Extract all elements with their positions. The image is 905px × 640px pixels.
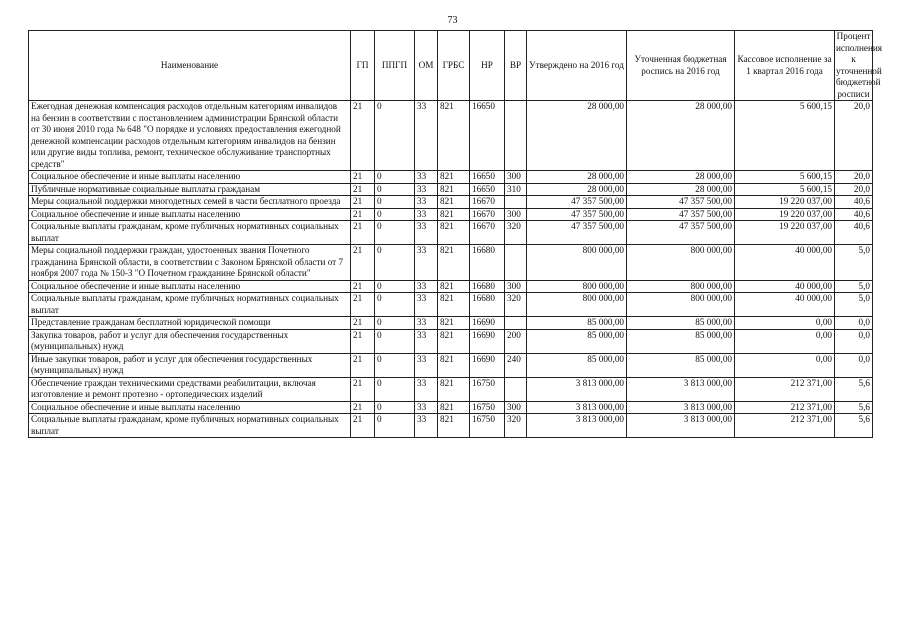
cell-refined: 800 000,00	[627, 245, 735, 281]
cell-om: 33	[415, 101, 438, 171]
cell-gp: 21	[351, 221, 375, 245]
cell-cash: 5 600,15	[735, 171, 835, 184]
cell-nr: 16670	[470, 196, 505, 209]
cell-ppgp: 0	[375, 329, 415, 353]
cell-grbs: 821	[438, 101, 470, 171]
cell-cash: 212 371,00	[735, 414, 835, 438]
cell-cash: 0,00	[735, 353, 835, 377]
cell-refined: 85 000,00	[627, 329, 735, 353]
cell-percent: 0,0	[835, 353, 873, 377]
cell-vr	[505, 196, 527, 209]
table-row	[29, 196, 873, 209]
cell-ppgp: 0	[375, 208, 415, 221]
cell-cash: 19 220 037,00	[735, 221, 835, 245]
cell-nr: 16690	[470, 353, 505, 377]
cell-grbs: 821	[438, 280, 470, 293]
cell-om: 33	[415, 208, 438, 221]
cell-nr: 16750	[470, 377, 505, 401]
cell-approved: 47 357 500,00	[527, 196, 627, 209]
header-nr: НР	[470, 31, 505, 101]
table-row	[29, 293, 873, 317]
cell-refined: 28 000,00	[627, 183, 735, 196]
cell-approved: 28 000,00	[527, 101, 627, 171]
cell-approved: 800 000,00	[527, 280, 627, 293]
cell-name: Социальные выплаты гражданам, кроме публичных нормативных социальных выплат	[29, 221, 351, 245]
cell-nr: 16650	[470, 101, 505, 171]
cell-name: Обеспечение граждан техническими средствами реабилитации, включая изготовление и ремонт протезно - ортопедических изделий	[29, 377, 351, 401]
cell-ppgp: 0	[375, 414, 415, 438]
cell-name: Социальное обеспечение и иные выплаты населению	[29, 401, 351, 414]
cell-percent: 0,0	[835, 317, 873, 330]
table-row	[29, 245, 873, 281]
cell-nr: 16680	[470, 245, 505, 281]
cell-ppgp: 0	[375, 280, 415, 293]
cell-grbs: 821	[438, 401, 470, 414]
cell-percent: 40,6	[835, 208, 873, 221]
cell-om: 33	[415, 317, 438, 330]
cell-nr: 16690	[470, 329, 505, 353]
cell-grbs: 821	[438, 245, 470, 281]
cell-vr: 320	[505, 221, 527, 245]
cell-approved: 47 357 500,00	[527, 221, 627, 245]
cell-ppgp: 0	[375, 221, 415, 245]
cell-cash: 0,00	[735, 317, 835, 330]
cell-ppgp: 0	[375, 377, 415, 401]
table-row	[29, 353, 873, 377]
cell-om: 33	[415, 377, 438, 401]
cell-nr: 16650	[470, 183, 505, 196]
cell-grbs: 821	[438, 317, 470, 330]
cell-gp: 21	[351, 353, 375, 377]
table-row	[29, 317, 873, 330]
cell-nr: 16670	[470, 221, 505, 245]
cell-gp: 21	[351, 196, 375, 209]
cell-om: 33	[415, 401, 438, 414]
cell-om: 33	[415, 171, 438, 184]
cell-om: 33	[415, 353, 438, 377]
cell-percent: 5,6	[835, 401, 873, 414]
cell-name: Меры социальной поддержки многодетных семей в части бесплатного проезда	[29, 196, 351, 209]
cell-cash: 5 600,15	[735, 183, 835, 196]
table-row	[29, 221, 873, 245]
cell-gp: 21	[351, 293, 375, 317]
header-om: ОМ	[415, 31, 438, 101]
header-grbs: ГРБС	[438, 31, 470, 101]
cell-name: Закупка товаров, работ и услуг для обеспечения государственных (муниципальных) нужд	[29, 329, 351, 353]
cell-cash: 40 000,00	[735, 280, 835, 293]
cell-om: 33	[415, 221, 438, 245]
cell-gp: 21	[351, 208, 375, 221]
cell-refined: 28 000,00	[627, 101, 735, 171]
cell-approved: 800 000,00	[527, 293, 627, 317]
table-row	[29, 414, 873, 438]
cell-cash: 40 000,00	[735, 245, 835, 281]
table-row	[29, 329, 873, 353]
cell-refined: 47 357 500,00	[627, 221, 735, 245]
header-ppgp: ППГП	[375, 31, 415, 101]
budget-table	[28, 30, 883, 438]
cell-ppgp: 0	[375, 401, 415, 414]
page-number: 73	[447, 15, 458, 26]
cell-ppgp: 0	[375, 353, 415, 377]
cell-cash: 19 220 037,00	[735, 196, 835, 209]
cell-approved: 3 813 000,00	[527, 401, 627, 414]
cell-grbs: 821	[438, 414, 470, 438]
cell-vr: 310	[505, 183, 527, 196]
cell-refined: 85 000,00	[627, 353, 735, 377]
table-header-row	[29, 31, 873, 101]
table-row	[29, 401, 873, 414]
cell-vr	[505, 317, 527, 330]
cell-cash: 40 000,00	[735, 293, 835, 317]
table-row	[29, 101, 873, 171]
cell-vr: 300	[505, 401, 527, 414]
cell-cash: 0,00	[735, 329, 835, 353]
cell-approved: 28 000,00	[527, 183, 627, 196]
cell-name: Социальное обеспечение и иные выплаты населению	[29, 208, 351, 221]
cell-percent: 20,0	[835, 171, 873, 184]
cell-cash: 19 220 037,00	[735, 208, 835, 221]
cell-percent: 5,6	[835, 377, 873, 401]
cell-percent: 5,0	[835, 280, 873, 293]
header-refined: Уточненная бюджетная роспись на 2016 год	[627, 31, 735, 101]
cell-gp: 21	[351, 280, 375, 293]
cell-om: 33	[415, 245, 438, 281]
cell-nr: 16670	[470, 208, 505, 221]
cell-grbs: 821	[438, 196, 470, 209]
cell-gp: 21	[351, 171, 375, 184]
table-row	[29, 183, 873, 196]
cell-gp: 21	[351, 245, 375, 281]
cell-percent: 20,0	[835, 101, 873, 171]
cell-vr: 240	[505, 353, 527, 377]
cell-percent: 20,0	[835, 183, 873, 196]
cell-vr: 300	[505, 280, 527, 293]
table-row	[29, 171, 873, 184]
cell-grbs: 821	[438, 221, 470, 245]
cell-nr: 16680	[470, 280, 505, 293]
cell-om: 33	[415, 280, 438, 293]
cell-vr	[505, 245, 527, 281]
cell-gp: 21	[351, 401, 375, 414]
cell-percent: 5,6	[835, 414, 873, 438]
cell-approved: 800 000,00	[527, 245, 627, 281]
cell-ppgp: 0	[375, 101, 415, 171]
cell-grbs: 821	[438, 183, 470, 196]
cell-ppgp: 0	[375, 245, 415, 281]
cell-refined: 3 813 000,00	[627, 401, 735, 414]
cell-cash: 212 371,00	[735, 377, 835, 401]
cell-ppgp: 0	[375, 171, 415, 184]
cell-refined: 3 813 000,00	[627, 377, 735, 401]
cell-refined: 800 000,00	[627, 280, 735, 293]
cell-nr: 16750	[470, 414, 505, 438]
header-approved: Утверждено на 2016 год	[527, 31, 627, 101]
cell-vr: 320	[505, 414, 527, 438]
cell-gp: 21	[351, 414, 375, 438]
header-vr: ВР	[505, 31, 527, 101]
cell-gp: 21	[351, 317, 375, 330]
cell-percent: 40,6	[835, 221, 873, 245]
cell-nr: 16680	[470, 293, 505, 317]
header-name: Наименование	[29, 31, 351, 101]
header-gp: ГП	[351, 31, 375, 101]
cell-grbs: 821	[438, 377, 470, 401]
cell-name: Ежегодная денежная компенсация расходов отдельным категориям инвалидов на бензин в соответствии с постановлением администрации Брянской области от 30 июня 2010 года № 648 "О порядке и условиях предоставления ежегодной денежной компенсации расходов отдельным категориям инвалидов на бензин или другие виды топлива, ремонт, техническое обслуживание транспортных средств"	[29, 101, 351, 171]
cell-om: 33	[415, 329, 438, 353]
cell-name: Представление гражданам бесплатной юридической помощи	[29, 317, 351, 330]
cell-ppgp: 0	[375, 196, 415, 209]
cell-refined: 28 000,00	[627, 171, 735, 184]
cell-ppgp: 0	[375, 183, 415, 196]
cell-om: 33	[415, 196, 438, 209]
cell-percent: 5,0	[835, 245, 873, 281]
cell-vr	[505, 101, 527, 171]
cell-refined: 85 000,00	[627, 317, 735, 330]
cell-name: Меры социальной поддержки граждан, удостоенных звания Почетного гражданина Брянской области, в соответствии с Законом Брянской области от 7 ноября 2007 года № 150-З "О Почетном гражданине Брянской области"	[29, 245, 351, 281]
cell-cash: 212 371,00	[735, 401, 835, 414]
cell-nr: 16650	[470, 171, 505, 184]
cell-name: Иные закупки товаров, работ и услуг для обеспечения государственных (муниципальных) нужд	[29, 353, 351, 377]
cell-ppgp: 0	[375, 293, 415, 317]
cell-cash: 5 600,15	[735, 101, 835, 171]
cell-om: 33	[415, 293, 438, 317]
cell-approved: 3 813 000,00	[527, 377, 627, 401]
cell-vr: 300	[505, 208, 527, 221]
cell-grbs: 821	[438, 171, 470, 184]
cell-percent: 5,0	[835, 293, 873, 317]
cell-grbs: 821	[438, 329, 470, 353]
cell-gp: 21	[351, 183, 375, 196]
cell-vr	[505, 377, 527, 401]
cell-name: Социальное обеспечение и иные выплаты населению	[29, 171, 351, 184]
cell-name: Публичные нормативные социальные выплаты гражданам	[29, 183, 351, 196]
cell-vr: 320	[505, 293, 527, 317]
cell-name: Социальные выплаты гражданам, кроме публичных нормативных социальных выплат	[29, 414, 351, 438]
table-row	[29, 377, 873, 401]
cell-vr: 200	[505, 329, 527, 353]
cell-approved: 3 813 000,00	[527, 414, 627, 438]
cell-gp: 21	[351, 329, 375, 353]
cell-refined: 47 357 500,00	[627, 208, 735, 221]
cell-nr: 16750	[470, 401, 505, 414]
table-row	[29, 280, 873, 293]
cell-refined: 800 000,00	[627, 293, 735, 317]
cell-approved: 85 000,00	[527, 353, 627, 377]
cell-name: Социальные выплаты гражданам, кроме публичных нормативных социальных выплат	[29, 293, 351, 317]
cell-grbs: 821	[438, 293, 470, 317]
cell-refined: 3 813 000,00	[627, 414, 735, 438]
cell-ppgp: 0	[375, 317, 415, 330]
cell-grbs: 821	[438, 353, 470, 377]
header-percent: Процент исполнения к уточненной бюджетной росписи	[836, 31, 883, 99]
cell-approved: 85 000,00	[527, 329, 627, 353]
cell-percent: 0,0	[835, 329, 873, 353]
cell-approved: 47 357 500,00	[527, 208, 627, 221]
cell-name: Социальное обеспечение и иные выплаты населению	[29, 280, 351, 293]
header-cash: Кассовое исполнение за 1 квартал 2016 года	[735, 31, 835, 101]
cell-refined: 47 357 500,00	[627, 196, 735, 209]
cell-percent: 40,6	[835, 196, 873, 209]
cell-approved: 85 000,00	[527, 317, 627, 330]
cell-gp: 21	[351, 101, 375, 171]
cell-grbs: 821	[438, 208, 470, 221]
table-row	[29, 208, 873, 221]
cell-om: 33	[415, 414, 438, 438]
cell-vr: 300	[505, 171, 527, 184]
cell-om: 33	[415, 183, 438, 196]
cell-nr: 16690	[470, 317, 505, 330]
cell-approved: 28 000,00	[527, 171, 627, 184]
cell-gp: 21	[351, 377, 375, 401]
